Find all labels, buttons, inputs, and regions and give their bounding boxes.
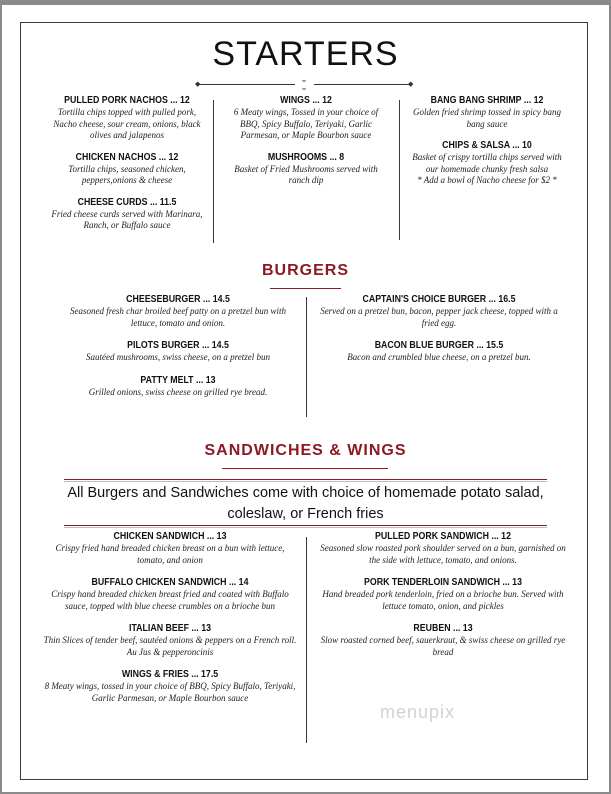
item-name: CHEESEBURGER ... 14.5	[126, 294, 230, 305]
menu-item	[42, 668, 298, 704]
ornament-chevron-icon: ⌄ ⌄	[300, 74, 308, 92]
menu-item	[42, 576, 298, 612]
item-description: 8 Meaty wings, tossed in your choice of BBQ, Spicy Buffalo, Teriyaki, Garlic Parmesan, or Maple Bourbon sauce	[44, 681, 296, 703]
item-description: Fried cheese curds served with Marinara, Ranch, or Buffalo sauce	[51, 208, 203, 230]
menu-item	[57, 293, 299, 329]
item-description: Thin Slices of tender beef, sautéed onions & peppers on a French roll. Au Jus & pepperoncinis	[43, 635, 297, 657]
menu-page	[2, 5, 609, 792]
item-name: ITALIAN BEEF ... 13	[128, 623, 211, 634]
item-name: CHEESE CURDS ... 11.5	[77, 196, 177, 208]
menu-item	[314, 530, 572, 566]
menu-item	[407, 139, 567, 187]
sandwiches-heading: SANDWICHES & WINGS	[204, 442, 407, 459]
item-description: Seasoned slow roasted pork shoulder served on a bun, garnished on the side with lettuce, tomato, and onions.	[320, 543, 566, 565]
item-description: Bacon and crumbled blue cheese, on a pretzel bun.	[347, 352, 531, 362]
item-name: MUSHROOMS ... 8	[267, 151, 345, 163]
sides-note: All Burgers and Sandwiches come with choice of homemade potato salad, coleslaw, or French fries	[67, 485, 544, 522]
starters-column-divider-1	[213, 100, 214, 243]
menu-item	[224, 151, 388, 187]
item-name: CAPTAIN'S CHOICE BURGER ... 16.5	[362, 294, 516, 305]
item-description: Hand breaded pork tenderloin, fried on a brioche bun. Served with lettuce tomato, onion, and pickles	[322, 589, 564, 611]
ornament-diamond-right: ◆	[408, 80, 414, 88]
item-description: Seasoned fresh char broiled beef patty on a pretzel bun with lettuce, tomato and onion.	[70, 306, 286, 328]
item-name: PILOTS BURGER ... 14.5	[127, 340, 229, 351]
starters-column-middle	[224, 94, 388, 196]
menu-item	[407, 94, 567, 130]
starters-divider-right	[314, 84, 410, 85]
burgers-heading: BURGERS	[261, 262, 349, 279]
item-description: Basket of Fried Mushrooms served with ranch dip	[234, 163, 378, 185]
menu-item	[57, 339, 299, 364]
menu-item	[46, 94, 208, 142]
menu-item	[42, 622, 298, 658]
menu-item	[46, 196, 208, 232]
menu-item	[42, 530, 298, 566]
note-rule-bottom	[64, 525, 547, 526]
starters-column-divider-2	[399, 100, 400, 240]
note-rule-top	[64, 479, 547, 480]
item-name: WINGS ... 12	[280, 95, 332, 106]
menu-item	[314, 576, 572, 612]
starters-column-right	[407, 94, 567, 196]
burgers-column-left	[57, 293, 299, 407]
item-name: PORK TENDERLOIN SANDWICH ... 13	[364, 577, 522, 588]
item-name: BUFFALO CHICKEN SANDWICH ... 14	[91, 577, 249, 588]
burgers-column-right	[316, 293, 562, 373]
item-description: Crispy hand breaded chicken breast fried and coated with Buffalo sauce, topped with blue cheese crumbles on a brioche bun	[51, 589, 289, 611]
note-rule-top-shadow	[64, 481, 547, 482]
burgers-underline	[270, 288, 341, 289]
sandwiches-column-right	[314, 530, 572, 667]
menu-item	[224, 94, 388, 142]
item-description: Tortilla chips topped with pulled pork, Nacho cheese, sour cream, onions, black olives and jalapenos	[53, 107, 201, 140]
item-description: Slow roasted corned beef, sauerkraut, & swiss cheese on grilled rye bread	[320, 635, 566, 657]
item-name: PULLED PORK NACHOS ... 12	[64, 95, 190, 106]
sandwiches-underline	[222, 468, 388, 469]
item-name: PULLED PORK SANDWICH ... 12	[375, 531, 511, 542]
item-name: REUBEN ... 13	[413, 623, 473, 634]
sandwiches-column-left	[42, 530, 298, 713]
item-name: CHICKEN SANDWICH ... 13	[113, 531, 227, 542]
item-description: Golden fried shrimp tossed in spicy bang bang sauce	[413, 107, 561, 129]
item-description: Basket of crispy tortilla chips served with our homemade chunky fresh salsa	[412, 152, 562, 174]
item-addon-note: * Add a bowl of Nacho cheese for $2 *	[417, 175, 557, 185]
item-name: PATTY MELT ... 13	[140, 374, 216, 386]
item-name: CHIPS & SALSA ... 10	[442, 140, 532, 151]
menu-item	[314, 622, 572, 658]
starters-divider-left	[199, 84, 295, 85]
item-name: BANG BANG SHRIMP ... 12	[430, 95, 544, 106]
item-description: Grilled onions, swiss cheese on grilled rye bread.	[88, 386, 268, 397]
menu-item	[316, 293, 562, 329]
note-rule-bottom-shadow	[64, 527, 547, 528]
starters-heading: STARTERS	[212, 35, 399, 73]
item-description: 6 Meaty wings, Tossed in your choice of BBQ, Spicy Buffalo, Teriyaki, Garlic Parmesan, or Maple Bourbon sauce	[233, 107, 379, 140]
starters-column-left	[46, 94, 208, 241]
item-description: Served on a pretzel bun, bacon, pepper jack cheese, topped with a fried egg.	[320, 306, 558, 328]
ornament-diamond-left: ◆	[195, 80, 201, 88]
item-name: BACON BLUE BURGER ... 15.5	[374, 340, 504, 351]
item-name: CHICKEN NACHOS ... 12	[75, 151, 179, 163]
sandwiches-column-divider	[306, 537, 307, 743]
item-description: Sautéed mushrooms, swiss cheese, on a pretzel bun	[85, 352, 271, 362]
menu-item	[46, 151, 208, 187]
item-name: WINGS & FRIES ... 17.5	[121, 669, 219, 680]
menu-item	[316, 339, 562, 364]
menupix-watermark: menupix	[380, 702, 456, 722]
item-description: Tortilla chips, seasoned chicken, peppers,onions & cheese	[68, 163, 186, 185]
menu-item	[57, 374, 299, 399]
burgers-column-divider	[306, 297, 307, 417]
item-description: Crispy fried hand breaded chicken breast on a bun with lettuce, tomato, and onion	[55, 543, 285, 565]
